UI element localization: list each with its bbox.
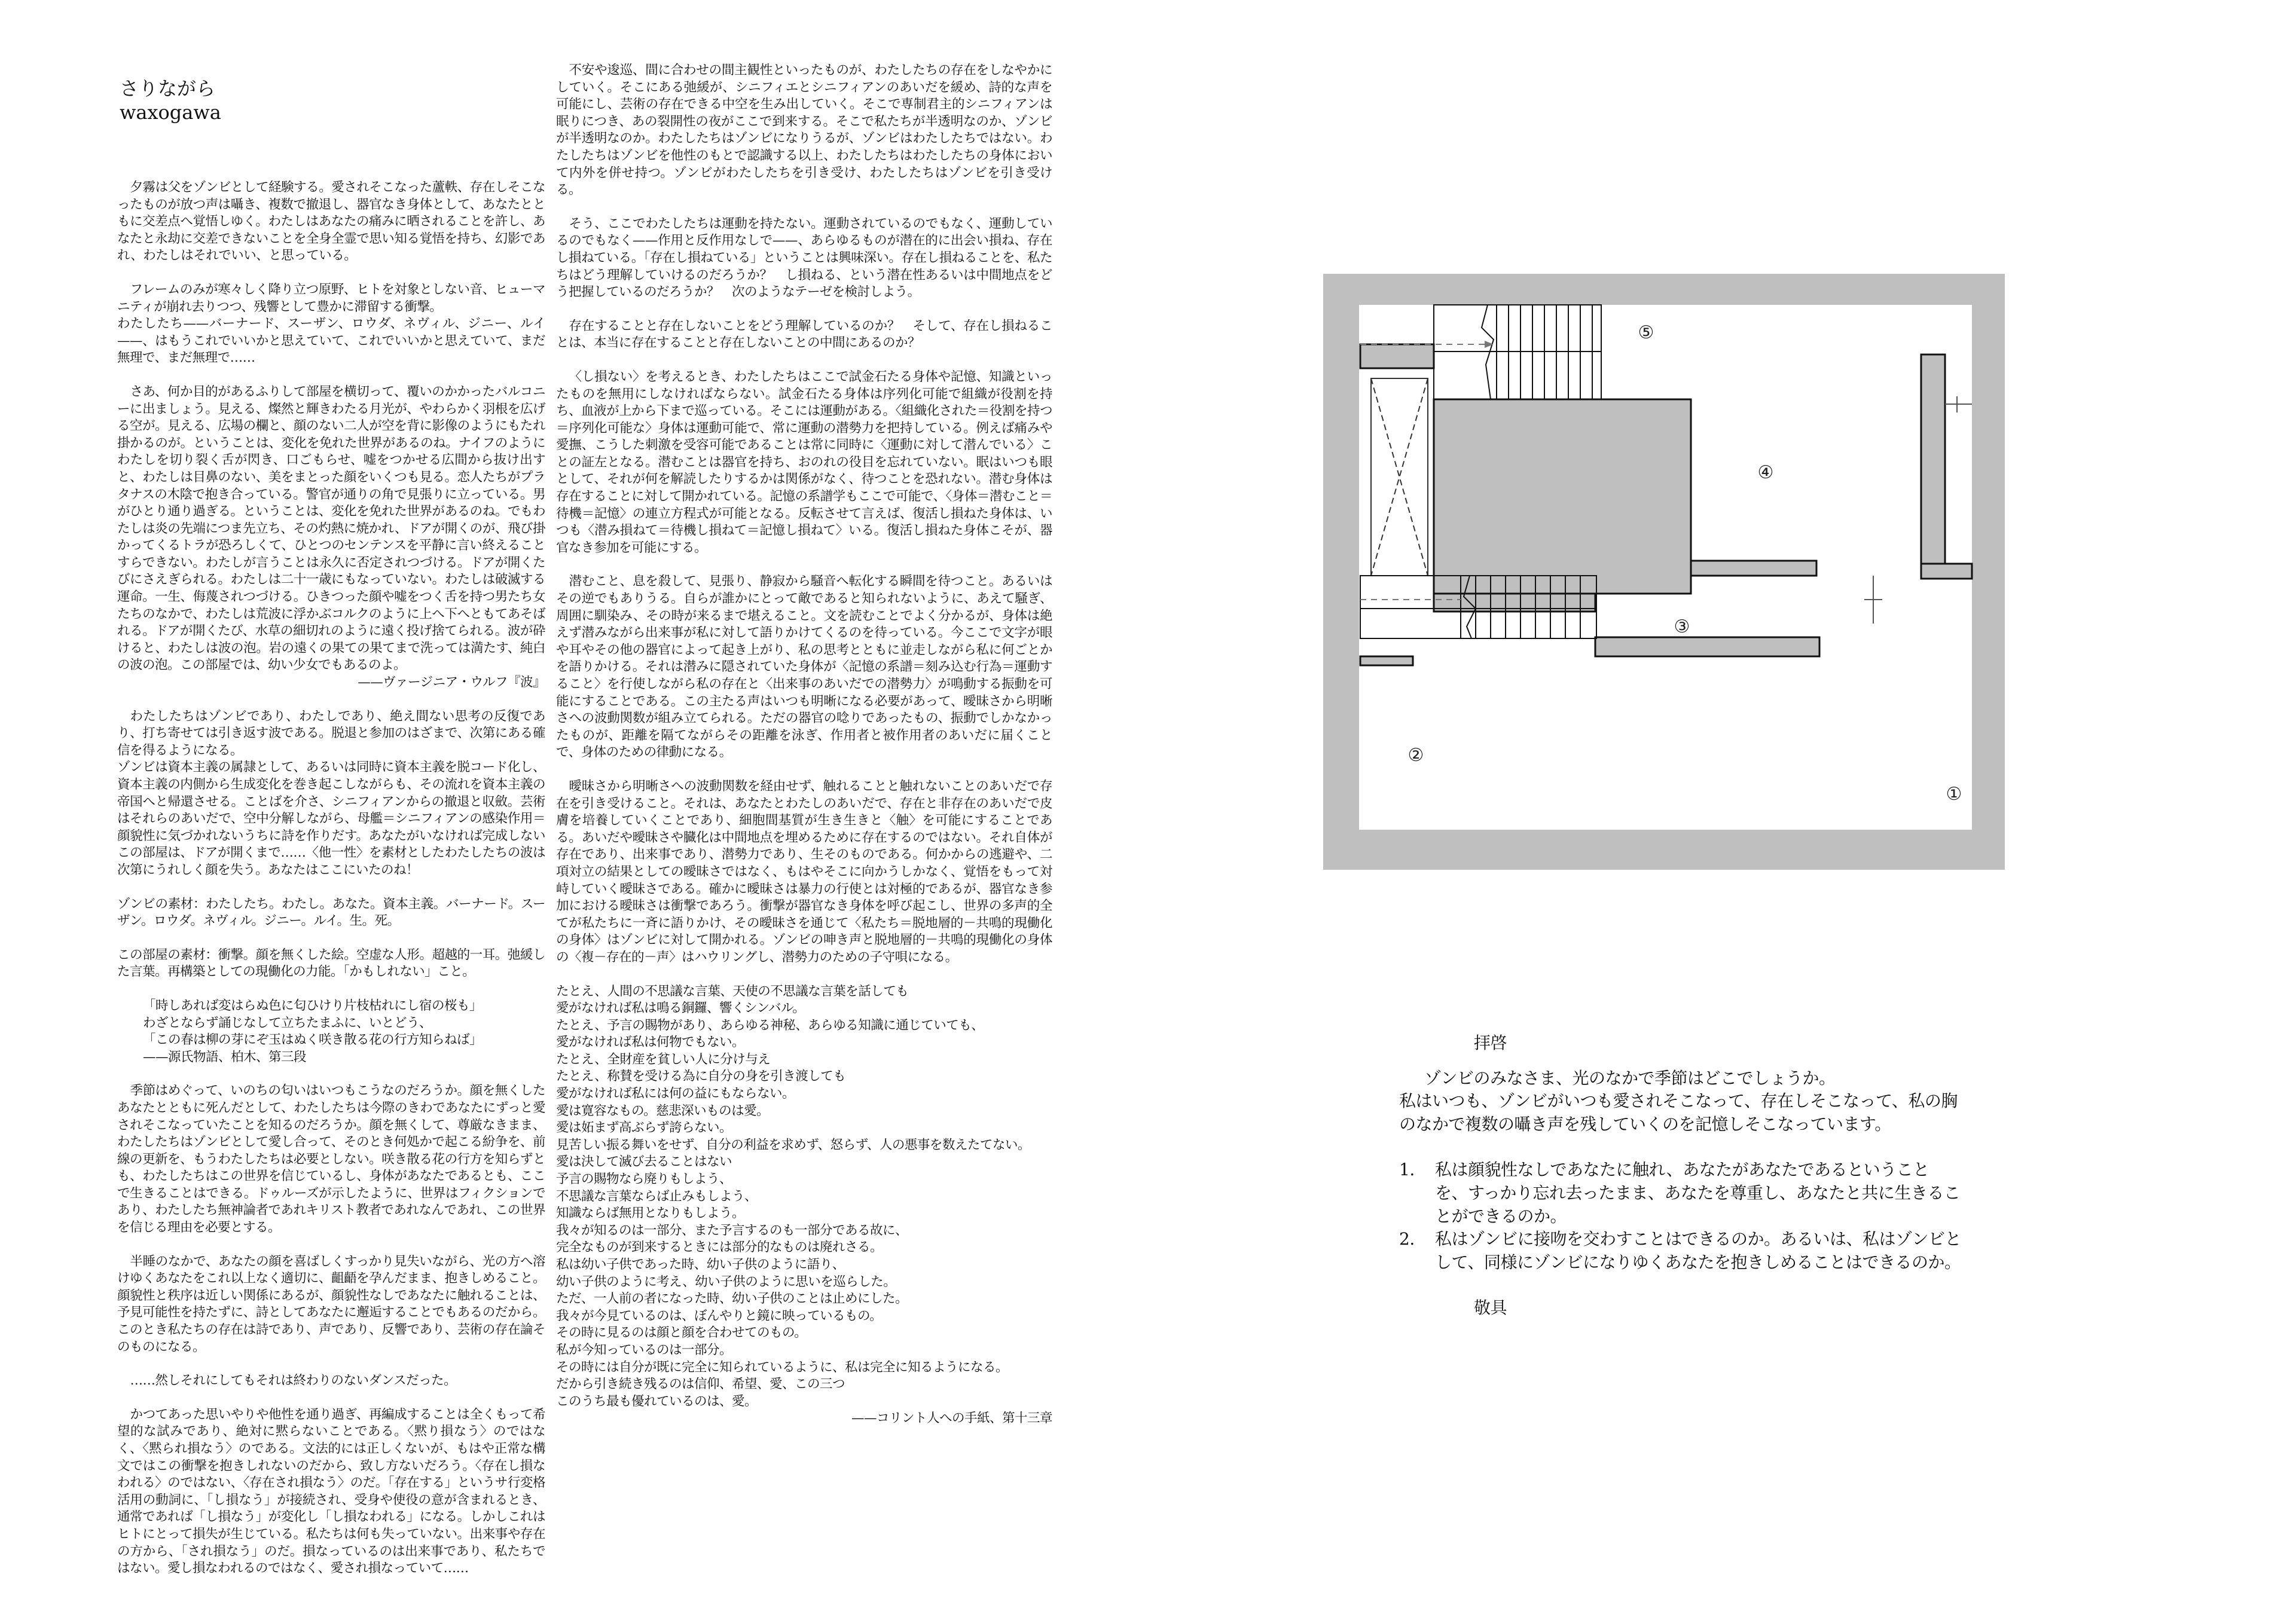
door-marks [1864,396,1972,623]
paragraph: そう、ここでわたしたちは運動を持たない。運動されているのでもなく、運動しているのでもなく——作用と反作用なしで——、あらゆるものが潜在的に出会い損ね、存在し損ねている。「存在し損ねている」ということは興味深い。存在し損ねることを、私たちはどう理解していけるのだろうか？ し損ねる、という潜在性あるいは中間地点をどう把握しているのだろうか？ 次のようなテーゼを検討しよう。 [556,216,1052,300]
wall [1595,637,1819,656]
text-column-left [117,179,545,1594]
wall [1360,344,1434,368]
page-title: さりながら [120,77,216,100]
paragraph: さあ、何か目的があるふりして部屋を横切って、覆いのかかったバルコニーに出ましょう。見える、燦然と輝きわたる月光が、やわらかく羽根を広げる空が。見える、広場の欄と、顔のない二人が空を背に影像のようにもたれ掛かるのが。ということは、変化を免れた世界があるのね。ナイフのようにわたしを切り裂く舌が閃き、口ごもらせ、嘘をつかせる広間から抜け出すと、わたしは目鼻のない、美をまとった顔をいくつも見る。恋人たちがプラタナスの木陰で抱き合っている。警官が通りの角で見張りに立っている。男がひとり通り過ぎる。ということは、変化を免れた世界があるのね。でもわたしは炎の先端につま先立ち、その灼熱に焼かれ、ドアが開くのが、飛び掛かってくるトラが恐ろしくて、ひとつのセンテンスを平静に言い終えることすらできない。わたしが言うことは永久に否定されつづける。ドアが開くたびにさえぎられる。わたしは二十一歳にもなっていない。わたしは破滅する運命。一生、侮蔑されつづける。ひきつった顔や嘘をつく舌を持つ男たち女たちのなかで、わたしは荒波に浮かぶコルクのように上へ下へともてあそばれる。ドアが開くたび、水草の細切れのように遠く投げ捨てられる。波が砕けると、わたしは波の泡。岩の遠くの果ての果てまで洗っては満たす、純白の波の泡。この部屋では、幼い少女でもあるのよ。 [117,384,545,673]
floor-plan [1323,274,2005,870]
paragraph: 曖昧さから明晰さへの波動関数を経由せず、触れることと触れないことのあいだで存在を引き受けること。それは、あなたとわたしのあいだで、存在と非存在のあいだで皮膚を培養していくことであり、細胞間基質が生き生きと〈触〉を可能にすることである。あいだや曖昧さや臓化は中間地点を埋めるために存在するのではない。それ自体が存在であり、出来事であり、潜勢力であり、生そのものである。何かからの逃避や、二項対立の結果としての曖昧さではなく、もはやそこに向かうしかなく、覚悟をもって対峙していく曖昧さである。確かに曖昧さは暴力の行使とは対極的であるが、器官なき参加における曖昧さは衝撃であろう。衝撃が器官なき身体を呼び起こし、世界の多声的全てが私たちに一斉に語りかけ、その曖昧さを通じて〈私たち＝脱地層的－共鳴的現働化の身体〉はゾンビに対して開かれる。ゾンビの呻き声と脱地層的－共鳴的現働化の身体の〈複－存在的－声〉はハウリングし、潜勢力のための子守唄になる。 [556,778,1052,965]
paragraph: 不安や逡巡、間に合わせの間主観性といったものが、わたしたちの存在をしなやかにしていく。そこにある弛緩が、シニフィエとシニフィアンのあいだを緩め、詩的な声を可能にし、芸術の存在できる中空を生み出していく。そこで専制君主的シニフィアンは眠りにつき、あの裂開性の夜がここで到来する。そこで私たちが半透明なのか、ゾンビが半透明なのか。わたしたちはゾンビになりうるが、ゾンビはわたしたちではない。わたしたちはゾンビを他性のもとで認識する以上、わたしたちはわたしたちの身体において内外を併せ持つ。ゾンビがわたしたちを引き受け、わたしたちはゾンビを引き受ける。 [556,63,1052,198]
text-column-middle [556,62,1052,1444]
wall [1691,561,1816,576]
wall [1921,564,1972,579]
list-item [1399,1159,1961,1228]
paragraph: ……然しそれにしてもそれは終わりのないダンスだった。 [130,1373,457,1389]
letter [1399,1032,1961,1320]
letter-heading: 拝啓 [1474,1033,1507,1053]
room-label: ② [1407,745,1424,766]
list-item [1399,1228,1961,1274]
room-label: ③ [1674,616,1690,637]
paragraph: 季節はめぐって、いのちの匂いはいつもこうなのだろうか。顔を無くしたあなたとともに死んだとして、わたしたちは今際のきわであなたにずっと愛されそこなっていたことを知るのだろうか。顔を無くして、尊厳なきまま、わたしたちはゾンビとして愛し合って、そのとき何処かで起こる紛争を、前線の更新を、もうわたしたちは必要としない。咲き散る花の行方を知らずとも、わたしたちはこの世界を信じているし、身体があなたであるとも、ここで生きることはできる。ドゥルーズが示したように、世界はフィクションであり、わたしたち無神論者であれキリスト教者であれなんであれ、この世界を信じる理由を必要とする。 [117,1083,545,1236]
letter-question-list [1399,1159,1961,1274]
list-number: 2. [1399,1229,1415,1249]
paragraph: ゾンビの素材：わたしたち。わたし。あなた。資本主義。バーナード。スーザン。ロウダ。ネヴィル。ジニー。ルイ。生。死。 [117,896,545,929]
citation: ——コリント人への手紙、第十三章 [851,1411,1052,1426]
paragraph: フレームのみが寒々しく降り立つ原野、ヒトを対象としない音、ヒューマニティが崩れ去りつつ、残響として豊かに滞留する衝撃。 わたしたち——バーナード、スーザン、ロウダ、ネヴィル、ジニー、ルイ——、はもうこれでいいかと思えていて、これでいいかと思えていて、まだ無理で、まだ無理で…… [117,282,545,366]
quotation: 「時しあれば変はらぬ色に匂ひけり片枝枯れにし宿の桜も」 わざとならず誦じなして立ちたまふに、いとどう、 「この春は柳の芽にぞ玉はぬく咲き散る花の行方知らねば」 ——源氏物語、柏木、第三段 [143,998,483,1065]
letter-greeting: ゾンビのみなさま、光のなかで季節はどこでしょうか。 [1424,1068,1836,1088]
paragraph: かつてあった思いやりや他性を通り過ぎ、再編成することは全くもって希望的な試みであり、絶対に黙らないことである。〈黙り損なう〉のではなく、〈黙られ損なう〉のである。文法的には正しくないが、もはや正常な構文ではこの衝撃を抱きしれないのだから、致し方ないだろう。〈存在し損なわれる〉のではない、〈存在され損なう〉のだ。「存在する」というサ行変格活用の動詞に、「し損なう」が接続され、受身や使役の意が含まれるとき、通常であれば「し損なう」が変化し「し損なわれる」になる。しかしこれはヒトにとって損失が生じている。私たちは何も失っていない。出来事や存在の方から、「され損なう」のだ。損なっているのは出来事であり、私たちではない。愛し損なわれるのではなく、愛され損なっていて…… [117,1407,545,1576]
list-text: 私はゾンビに接吻を交わすことはできるのか。あるいは、私はゾンビとして、同様にゾンビになりゆくあなたを抱きしめることはできるのか。 [1435,1229,1962,1272]
room-label: ④ [1757,462,1774,483]
paragraph: 夕霧は父をゾンビとして経験する。愛されそこなった蘆軼、存在しそこなったものが放つ声は囁き、複数で撤退し、器官なき身体として、あなたとともに交差点へ覚悟しゆく。わたしはあなたの痛みに晒されることを許し、あなたと永劫に交差できないことを全身全霊で思い知る覚悟を持ち、幻影であれ、わたしはそれでいい、と思っている。 [117,180,545,264]
paragraph: 存在することと存在しないことをどう理解しているのか？ そして、存在し損ねることは、本当に存在することと存在しないことの中間にあるのか？ [556,318,1052,351]
letter-closing: 敬具 [1474,1298,1507,1318]
scripture-quotation: たとえ、人間の不思議な言葉、天使の不思議な言葉を話しても 愛がなければ私は鳴る銅鑼、響くシンバル。 たとえ、予言の賜物があり、あらゆる神秘、あらゆる知識に通じていても、 愛がなければ私は何物でもない。 たとえ、全財産を貧しい人に分け与え たとえ、称賛を受ける為に自分の身を引き渡しても 愛がなければ私には何の益にもならない。 愛は寛容なもの。慈悲深いものは愛。 愛は妬まず高ぶらず誇らない。 見苦しい振る舞いをせず、自分の利益を求めず、怒らず、人の悪事を数えたてない。 愛は決して滅び去ることはない 予言の賜物なら廃りもしよう、 不思議な言葉ならば止みもしよう、 知識ならば無用となりもしよう。 我々が知るのは一部分、また予言するのも一部分である故に、 完全なものが到来するときには部分的なものは廃れさる。 私は幼い子供であった時、幼い子供のように語り、 幼い子供のように考え、幼い子供のように思いを巡らした。 ただ、一人前の者になった時、幼い子供のことは止めにした。 我々が今見ているのは、ぼんやりと鏡に映っているもの。 その時に見るのは顔と顔を合わせてのもの。 私が今知っているのは一部分。 その時には自分が既に完全に知られているように、私は完全に知るようになる。 だから引き続き残るのは信仰、希望、愛、この三つ このうち最も優れているのは、愛。 [556,983,1030,1409]
room-label: ① [1946,784,1962,805]
citation: ——ヴァージニア・ウルフ『波』 [358,675,545,690]
skylight [1371,378,1428,576]
author-name: waxogawa [120,101,221,124]
paragraph: わたしたちはゾンビであり、わたしであり、絶え間ない思考の反復であり、打ち寄せては引き返す波である。脱退と参加のはざまで、次第にある確信を得るようになる。 ゾンビは資本主義の属隷として、あるいは同時に資本主義を脱コード化し、資本主義の内側から生成変化を巻き起こしながらも、その流れを資本主義の帝国へと帰還させる。ことばを介さ、シニフィアンからの撤退と収斂。芸術はそれらのあいだで、空中分解しながら、母艦＝シニフィアンの感染作用＝顔貌性に気づかれないうちに詩を作りだす。あなたがいなければ完成しないこの部屋は、ドアが開くまで……〈他一性〉を素材としたわたしたちの波は次第にうれしく顔を失う。あなたはここにいたのね！ [117,708,545,878]
room-label: ⑤ [1638,322,1654,343]
wall [1360,656,1413,665]
wall [1921,354,1945,564]
paragraph: 〈し損ない〉を考えるとき、わたしたちはここで試金石たる身体や記憶、知識といったものを無用にしなければならない。試金石たる身体は序列化可能で組織が役割を持ち、血液が上から下まで巡っている。そこには運動がある。〈組織化された＝役割を持つ＝序列化可能な〉身体は運動可能で、常に運動の潜勢力を把持している。例えば痛みや愛撫、こうした刺激を受容可能であることは常に同時に〈運動に対して潜んでいる〉ことの証左となる。潜むことは器官を持ち、おのれの役目を忘れていない。眠はいつも眼として、それが何を解読したりするかは関係がなく、待つことを恐れない。潜む身体は存在することに対して開かれている。記憶の系譜学もここで可能で、〈身体＝潜むこと＝待機＝記憶〉の連立方程式が可能となる。反転させて言えば、復活し損ねた身体は、いつも〈潜み損ねて＝待機し損ねて＝記憶し損ねて〉いる。復活し損ねた身体こそが、器官なき参加を可能にする。 [556,369,1052,555]
list-text: 私は顔貌性なしであなたに触れ、あなたがあなたであるということを、すっかり忘れ去ったまま、あなたを尊重し、あなたと共に生きることができるのか。 [1435,1160,1961,1226]
paragraph: 潜むこと、息を殺して、見張り、静寂から騒音へ転化する瞬間を待つこと。あるいはその逆でもありうる。自らが誰かにとって敵であると知られないように、あえて騒ぎ、周囲に馴染み、その時が来るまで堪えること。文を読むことでよく分かるが、身体は絶えず潜みながら出来事が私に対して語りかけてくるのを待っている。今ここで文字が眼や耳やその他の器官によって起き上がり、私の思考とともに並走しながら私に何ごとかを語りかける。それは潜みに隠されていた身体が〈記憶の系譜＝刻み込む行為＝運動すること〉を行使しながら私の存在と〈出来事のあいだでの潜勢力〉が鳴動する振動を可能にすることである。この主たる声はいつも明晰になる必要があって、曖昧さから明晰さへの波動関数が組み立てられる。ただの器官の唸りであったもの、振動でしかなかったものが、距離を隔てながらその距離を泳ぎ、作用者と被作用者のあいだに届くことで、身体のための律動になる。 [556,574,1052,760]
interior-void [1434,399,1691,594]
list-number: 1. [1399,1160,1415,1180]
letter-body: 私はいつも、ゾンビがいつも愛されそこなって、存在しそこなって、私の胸のなかで複数の囁き声を残していくのを記憶しそこなっています。 [1399,1091,1958,1134]
paragraph: 半睡のなかで、あなたの顔を喜ばしくすっかり見失いながら、光の方へ溶けゆくあなたをこれ以上なく適切に、齟齬を孕んだまま、抱きしめること。顔貌性と秩序は近しい関係にあるが、顔貌性なしであなたに触れることは、予見可能性を持たずに、詩としてあなたに邂逅することでもあるのだから。このとき私たちの存在は詩であり、声であり、反響であり、芸術の存在論そのものになる。 [117,1254,545,1355]
paragraph: この部屋の素材：衝撃。顔を無くした絵。空虚な人形。超越的一耳。弛緩した言葉。再構築としての現働化の力能。「かもしれない」こと。 [117,947,545,980]
